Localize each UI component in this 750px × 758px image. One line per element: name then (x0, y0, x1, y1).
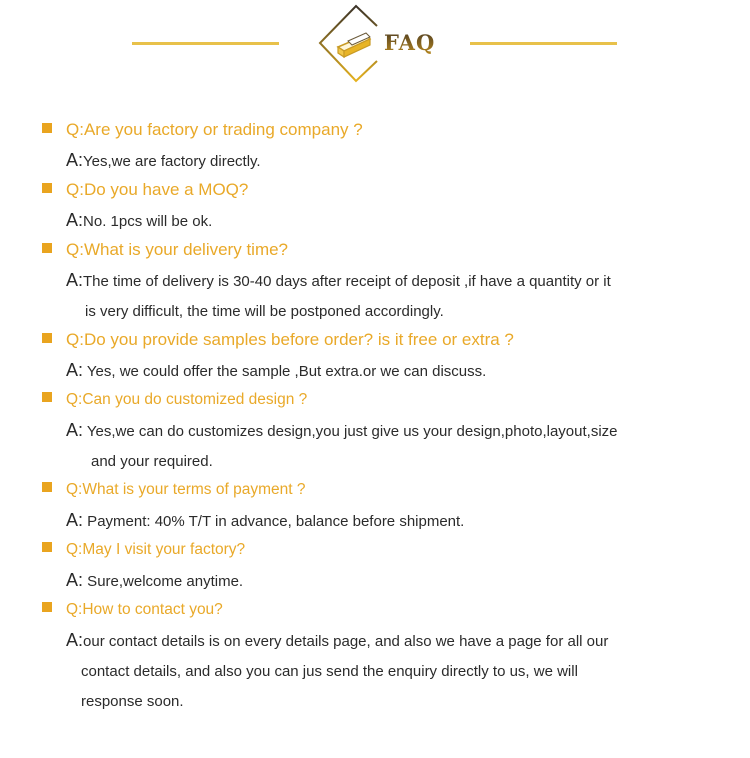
faq-answer: A: Payment: 40% T/T in advance, balance before shipment. (66, 510, 465, 530)
faq-header (0, 0, 750, 90)
faq-answer: A: Yes, we could offer the sample ,But extra.or we can discuss. (66, 360, 487, 380)
header-divider-left (132, 42, 279, 45)
faq-question: Q:Do you provide samples before order? is it free or extra ? (42, 330, 514, 350)
bullet-square-icon (42, 482, 52, 492)
faq-answer: A: Sure,welcome anytime. (66, 570, 244, 590)
bullet-square-icon (42, 243, 52, 253)
bullet-square-icon (42, 183, 52, 193)
faq-question: Q:Do you have a MOQ? (42, 180, 248, 200)
faq-question: Q:May I visit your factory? (42, 541, 245, 559)
faq-question: Q:What is your terms of payment ? (42, 481, 305, 499)
bullet-square-icon (42, 123, 52, 133)
bullet-square-icon (42, 542, 52, 552)
faq-answer: A:Yes,we are factory directly. (66, 150, 261, 170)
faq-answer: A:our contact details is on every details page, and also we have a page for all our contact details, and also you can jus send the enquiry directly to us, we will response soon. (66, 630, 609, 710)
faq-answer: A: Yes,we can do customizes design,you just give us your design,photo,layout,size and your required. (66, 420, 618, 470)
faq-question: Q:Can you do customized design ? (42, 391, 307, 409)
faq-question: Q:What is your delivery time? (42, 240, 288, 260)
faq-question: Q:How to contact you? (42, 601, 223, 619)
page-title: FAQ (384, 30, 436, 55)
faq-answer: A:No. 1pcs will be ok. (66, 210, 213, 230)
header-divider-right (470, 42, 617, 45)
faq-answer: A:The time of delivery is 30-40 days after receipt of deposit ,if have a quantity or it is very difficult, the time will be postponed accordingly. (66, 270, 611, 320)
bullet-square-icon (42, 333, 52, 343)
bullet-square-icon (42, 602, 52, 612)
faq-question: Q:Are you factory or trading company ? (42, 120, 363, 140)
bullet-square-icon (42, 392, 52, 402)
gold-bar-diamond-icon (315, 3, 395, 83)
